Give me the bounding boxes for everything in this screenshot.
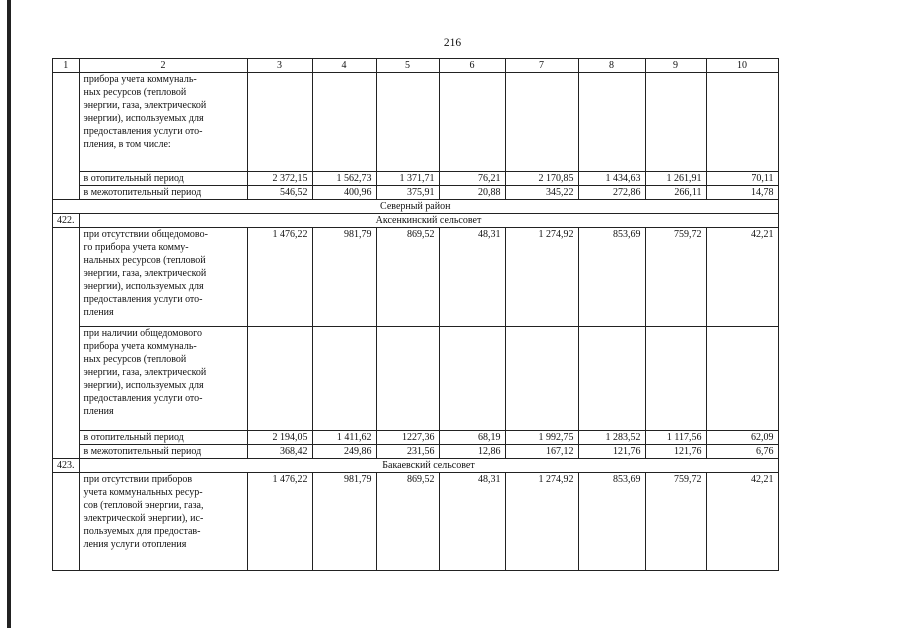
value-cell: 121,76 (578, 445, 645, 459)
period-label: в межотопительный период (79, 445, 247, 459)
settlement-name: Бакаевский сельсовет (79, 459, 778, 473)
district-row (53, 200, 779, 214)
description-line: го прибора учета комму- (83, 242, 189, 253)
empty-cell (312, 73, 376, 172)
entry-index: 422. (53, 214, 80, 228)
description-line: ления услуги отопления (83, 539, 187, 550)
tariff-table (52, 58, 779, 571)
value-cell: 1 283,52 (578, 431, 645, 445)
description-line: при наличии общедомового (83, 328, 202, 339)
empty-cell (578, 327, 645, 431)
value-cell: 1 371,71 (376, 172, 439, 186)
empty-cell (247, 327, 312, 431)
table-row (53, 73, 779, 172)
value-cell: 1 411,62 (312, 431, 376, 445)
description-line: учета коммунальных ресур- (83, 487, 203, 498)
value-cell: 272,86 (578, 186, 645, 200)
value-cell: 853,69 (578, 473, 645, 571)
value-cell: 546,52 (247, 186, 312, 200)
value-cell: 1 117,56 (645, 431, 706, 445)
value-cell: 42,21 (706, 473, 778, 571)
value-cell: 249,86 (312, 445, 376, 459)
table-row (53, 473, 779, 571)
value-cell: 981,79 (312, 228, 376, 327)
header-cell: 1 (53, 59, 80, 73)
value-cell: 1 274,92 (505, 473, 578, 571)
table-row (53, 172, 779, 186)
value-cell: 1 476,22 (247, 473, 312, 571)
description-line: энергии), используемых для (83, 113, 204, 124)
value-cell: 14,78 (706, 186, 778, 200)
value-cell: 42,21 (706, 228, 778, 327)
value-cell: 20,88 (439, 186, 505, 200)
description-line: энергии, газа, электрической (83, 100, 207, 111)
index-cell (53, 73, 80, 200)
value-cell: 167,12 (505, 445, 578, 459)
value-cell: 68,19 (439, 431, 505, 445)
description-line: предоставления услуги ото- (83, 294, 203, 305)
description-line: предоставления услуги ото- (83, 393, 203, 404)
empty-cell (706, 73, 778, 172)
description-cell (79, 228, 247, 327)
value-cell: 1 261,91 (645, 172, 706, 186)
value-cell: 400,96 (312, 186, 376, 200)
description-line: ных ресурсов (тепловой (83, 354, 187, 365)
header-cell: 8 (578, 59, 645, 73)
value-cell: 266,11 (645, 186, 706, 200)
header-cell: 10 (706, 59, 778, 73)
empty-cell (706, 327, 778, 431)
description-line: сов (тепловой энергии, газа, (83, 500, 204, 511)
empty-cell (645, 327, 706, 431)
value-cell: 2 194,05 (247, 431, 312, 445)
empty-cell (578, 73, 645, 172)
period-label: в отопительный период (79, 431, 247, 445)
value-cell: 1227,36 (376, 431, 439, 445)
value-cell: 76,21 (439, 172, 505, 186)
description-line: нальных ресурсов (тепловой (83, 255, 206, 266)
header-row (53, 59, 779, 73)
entry-title-row (53, 214, 779, 228)
empty-cell (247, 73, 312, 172)
empty-cell (645, 73, 706, 172)
index-cell (53, 228, 80, 459)
table-row (53, 327, 779, 431)
description-line: пления (83, 307, 114, 318)
description-line: пользуемых для предостав- (83, 526, 201, 537)
description-line: при отсутствии приборов (83, 474, 193, 485)
period-label: в межотопительный период (79, 186, 247, 200)
header-cell: 2 (79, 59, 247, 73)
description-line: энергии, газа, электрической (83, 268, 207, 279)
description-line: ных ресурсов (тепловой (83, 87, 187, 98)
description-cell (79, 473, 247, 571)
value-cell: 375,91 (376, 186, 439, 200)
description-cell (79, 327, 247, 431)
header-cell: 6 (439, 59, 505, 73)
value-cell: 6,76 (706, 445, 778, 459)
period-label: в отопительный период (79, 172, 247, 186)
empty-cell (376, 327, 439, 431)
table-row (53, 431, 779, 445)
empty-cell (439, 327, 505, 431)
value-cell: 62,09 (706, 431, 778, 445)
value-cell: 1 476,22 (247, 228, 312, 327)
description-line: электрической энергии), ис- (83, 513, 204, 524)
description-line: при отсутствии общедомово- (83, 229, 208, 240)
settlement-name: Аксенкинский сельсовет (79, 214, 778, 228)
value-cell: 368,42 (247, 445, 312, 459)
value-cell: 981,79 (312, 473, 376, 571)
value-cell: 1 562,73 (312, 172, 376, 186)
table-row (53, 186, 779, 200)
description-line: прибора учета коммуналь- (83, 74, 197, 85)
value-cell: 121,76 (645, 445, 706, 459)
empty-cell (376, 73, 439, 172)
description-line: пления (83, 406, 114, 417)
page-number: 216 (443, 37, 462, 49)
value-cell: 48,31 (439, 473, 505, 571)
district-name: Северный район (53, 200, 779, 214)
table-row (53, 445, 779, 459)
value-cell: 2 170,85 (505, 172, 578, 186)
value-cell: 853,69 (578, 228, 645, 327)
value-cell: 1 434,63 (578, 172, 645, 186)
empty-cell (439, 73, 505, 172)
header-cell: 7 (505, 59, 578, 73)
value-cell: 869,52 (376, 228, 439, 327)
description-line: энергии), используемых для (83, 380, 204, 391)
value-cell: 345,22 (505, 186, 578, 200)
header-cell: 3 (247, 59, 312, 73)
header-cell: 5 (376, 59, 439, 73)
value-cell: 70,11 (706, 172, 778, 186)
description-line: пления, в том числе: (83, 139, 171, 150)
value-cell: 1 992,75 (505, 431, 578, 445)
value-cell: 869,52 (376, 473, 439, 571)
table-row (53, 228, 779, 327)
value-cell: 231,56 (376, 445, 439, 459)
description-line: энергии, газа, электрической (83, 367, 207, 378)
empty-cell (505, 327, 578, 431)
entry-index: 423. (53, 459, 80, 473)
description-line: предоставления услуги ото- (83, 126, 203, 137)
empty-cell (312, 327, 376, 431)
empty-cell (505, 73, 578, 172)
description-cell (79, 73, 247, 172)
value-cell: 1 274,92 (505, 228, 578, 327)
value-cell: 48,31 (439, 228, 505, 327)
description-line: прибора учета коммуналь- (83, 341, 197, 352)
value-cell: 12,86 (439, 445, 505, 459)
binder-edge-line (7, 0, 11, 628)
header-cell: 4 (312, 59, 376, 73)
description-line: энергии), используемых для (83, 281, 204, 292)
index-cell (53, 473, 80, 571)
header-cell: 9 (645, 59, 706, 73)
value-cell: 759,72 (645, 473, 706, 571)
value-cell: 759,72 (645, 228, 706, 327)
entry-title-row (53, 459, 779, 473)
value-cell: 2 372,15 (247, 172, 312, 186)
